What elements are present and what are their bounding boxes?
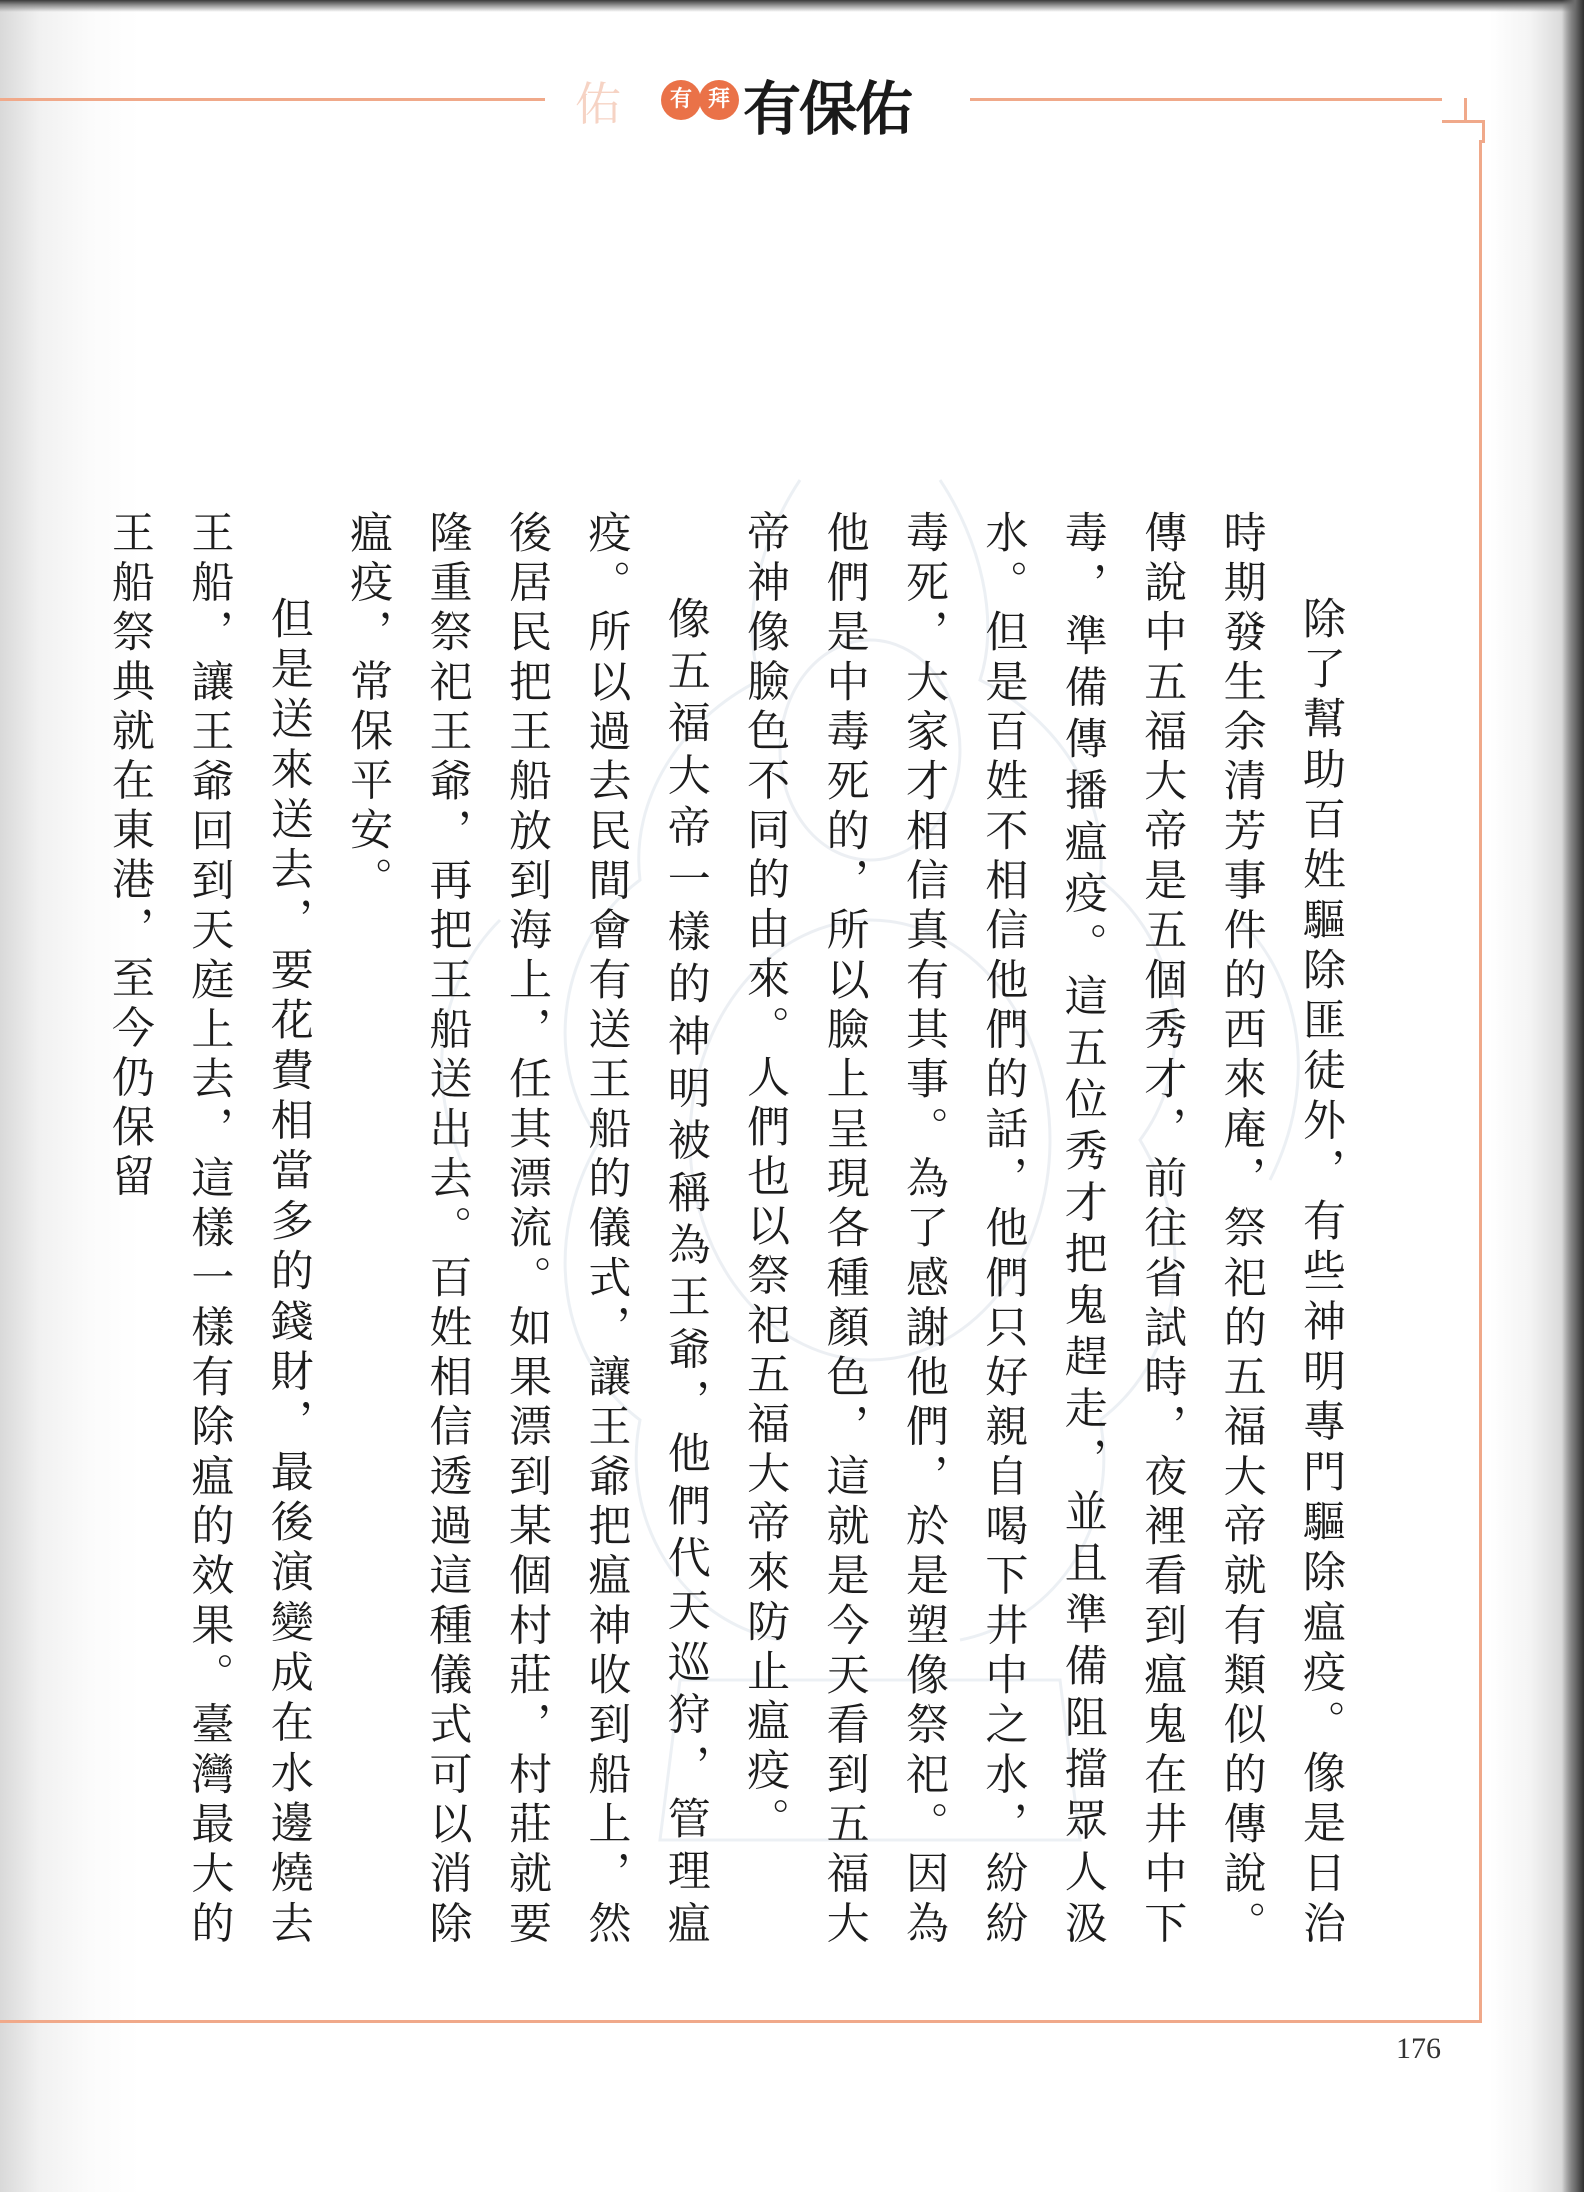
vertical-body-text [104, 510, 1360, 1950]
header-rule-right [970, 98, 1442, 101]
page-number: 176 [1396, 2032, 1441, 2065]
header-rule-left [0, 98, 545, 101]
logo-ghost-glyph: 佑 [575, 77, 623, 131]
logo-badge-bai: 拜 [699, 80, 739, 120]
page-top-shadow [0, 0, 1584, 12]
right-border-rule [1479, 140, 1482, 2020]
chapter-logo [575, 62, 915, 152]
footer-rule [0, 2020, 1482, 2023]
paragraph-3: 但是送來送去，要花費相當多的錢財，最後演變成在水邊燒去王船，讓王爺回到天庭上去，這樣一樣有除瘟的效果。臺灣最大的王船祭典就在東港，至今仍保留 [104, 510, 314, 1950]
paragraph-2: 像五福大帝一樣的神明被稱為王爺，他們代天巡狩，管理瘟疫。所以過去民間會有送王船的儀式，讓王爺把瘟神收到船上，然後居民把王船放到海上，任其漂流。如果漂到某個村莊，村莊就要隆重祭祀王爺，再把王船送出去。百姓相信透過這種儀式可以消除瘟疫，常保平安。 [343, 510, 711, 1950]
logo-badge-you: 有 [661, 80, 701, 120]
paragraph-1: 除了幫助百姓驅除匪徒外，有些神明專門驅除瘟疫。像是日治時期發生余清芳事件的西來庵，祭祀的五福大帝就有類似的傳說。傳說中五福大帝是五個秀才，前往省試時，夜裡看到瘟鬼在井中下毒，準備傳播瘟疫。這五位秀才把鬼趕走，並且準備阻擋眾人汲水。但是百姓不相信他們的話，他們只好親自喝下井中之水，紛紛毒死，大家才相信真有其事。為了感謝他們，於是塑像祭祀。因為他們是中毒死的，所以臉上呈現各種顏色，這就是今天看到五福大帝神像臉色不同的由來。人們也以祭祀五福大帝來防止瘟疫。 [740, 510, 1346, 1950]
logo-title: 有保佑 [743, 75, 912, 143]
page-right-edge-shadow [1562, 0, 1584, 2192]
